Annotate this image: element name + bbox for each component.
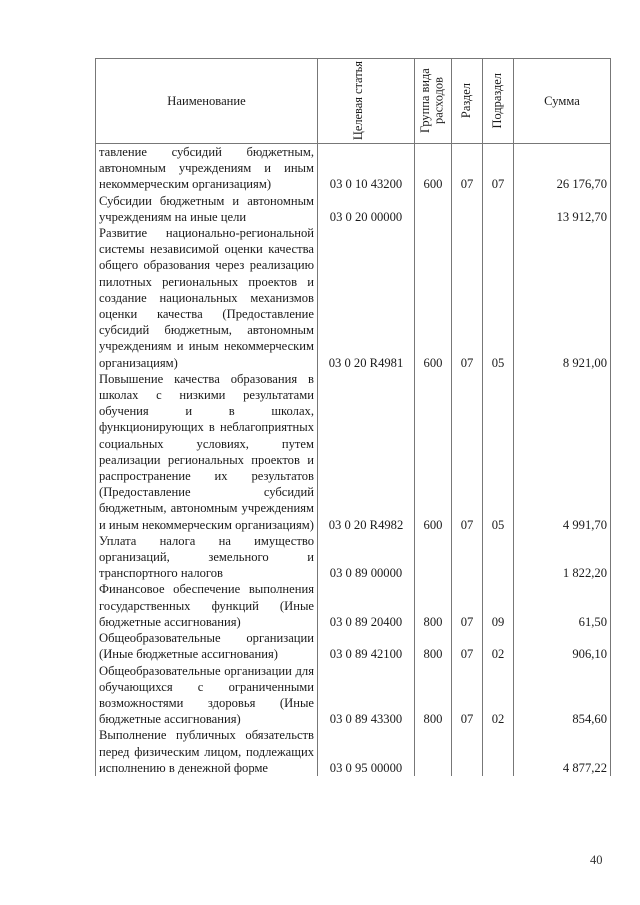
row-name: Субсидии бюджетным и автономным учреждениям на иные цели	[96, 193, 318, 225]
row-section	[452, 727, 483, 776]
row-group: 800	[415, 581, 452, 630]
header-section-label: Раздел	[459, 83, 474, 119]
budget-table	[95, 58, 611, 776]
table-row	[96, 581, 611, 630]
row-target: 03 0 10 43200	[318, 144, 415, 193]
row-section: 07	[452, 371, 483, 533]
row-group	[415, 727, 452, 776]
row-sum: 4 877,22	[514, 727, 611, 776]
table-row	[96, 225, 611, 371]
row-sum: 1 822,20	[514, 533, 611, 582]
header-name-label: Наименование	[167, 93, 246, 108]
row-group	[415, 533, 452, 582]
table-row	[96, 144, 611, 193]
header-subsection	[483, 59, 514, 144]
header-group	[415, 59, 452, 144]
row-subsection: 07	[483, 144, 514, 193]
row-name: Развитие национально-региональной системы независимой оценки качества общего образования через реализацию пилотных региональных проектов и создание национальных механизмов оценки качества (Предоставление субсидий бюджетным, автономным учреждениям и иным некоммерческим организациям)	[96, 225, 318, 371]
header-subsection-label: Подраздел	[490, 73, 505, 129]
row-name: Общеобразовательные организации для обучающихся с ограниченными возможностями здоровья (Иные бюджетные ассигнования)	[96, 663, 318, 728]
row-subsection: 05	[483, 371, 514, 533]
row-subsection	[483, 533, 514, 582]
table-header-row	[96, 59, 611, 144]
row-sum: 906,10	[514, 630, 611, 662]
row-section: 07	[452, 663, 483, 728]
row-section: 07	[452, 225, 483, 371]
row-section: 07	[452, 630, 483, 662]
row-sum: 61,50	[514, 581, 611, 630]
row-group	[415, 193, 452, 225]
row-group: 800	[415, 663, 452, 728]
row-sum: 4 991,70	[514, 371, 611, 533]
row-subsection: 05	[483, 225, 514, 371]
header-target-label: Целевая статья	[351, 61, 365, 141]
row-target: 03 0 20 R4982	[318, 371, 415, 533]
row-subsection: 09	[483, 581, 514, 630]
row-name: тавление субсидий бюджетным, автономным учреждениям и иным некоммерческим организациям)	[96, 144, 318, 193]
row-group: 600	[415, 144, 452, 193]
header-group-label: Группа вида расходов	[418, 68, 446, 134]
row-sum: 8 921,00	[514, 225, 611, 371]
table-row	[96, 193, 611, 225]
table-body	[96, 144, 611, 776]
row-group: 600	[415, 225, 452, 371]
row-target: 03 0 20 R4981	[318, 225, 415, 371]
table-row	[96, 663, 611, 728]
row-section	[452, 193, 483, 225]
table-row	[96, 371, 611, 533]
row-target: 03 0 89 20400	[318, 581, 415, 630]
row-section: 07	[452, 581, 483, 630]
row-target: 03 0 89 43300	[318, 663, 415, 728]
table-row	[96, 727, 611, 776]
row-name: Финансовое обеспечение выполнения государственных функций (Иные бюджетные ассигнования)	[96, 581, 318, 630]
header-sum	[514, 59, 611, 144]
header-name	[96, 59, 318, 144]
row-sum: 13 912,70	[514, 193, 611, 225]
row-target: 03 0 20 00000	[318, 193, 415, 225]
row-target: 03 0 89 00000	[318, 533, 415, 582]
row-name: Повышение качества образования в школах с низкими результатами обучения и в школах, функционирующих в неблагоприятных социальных условиях, путем реализации региональных проектов и распространение их результатов (Предоставление субсидий бюджетным, автономным учреждениям и иным некоммерческим организациям)	[96, 371, 318, 533]
header-sum-label: Сумма	[544, 93, 580, 108]
row-section	[452, 533, 483, 582]
page-number: 40	[590, 853, 603, 867]
row-subsection	[483, 727, 514, 776]
table-row	[96, 533, 611, 582]
row-name: Общеобразовательные организации (Иные бюджетные ассигнования)	[96, 630, 318, 662]
row-group: 600	[415, 371, 452, 533]
row-target: 03 0 95 00000	[318, 727, 415, 776]
row-subsection	[483, 193, 514, 225]
row-sum: 854,60	[514, 663, 611, 728]
header-section	[452, 59, 483, 144]
row-sum: 26 176,70	[514, 144, 611, 193]
header-target	[318, 59, 415, 144]
row-subsection: 02	[483, 630, 514, 662]
row-name: Выполнение публичных обязательств перед физическим лицом, подлежащих исполнению в денежной форме	[96, 727, 318, 776]
row-name: Уплата налога на имущество организаций, земельного и транспортного налогов	[96, 533, 318, 582]
table-row	[96, 630, 611, 662]
row-target: 03 0 89 42100	[318, 630, 415, 662]
row-group: 800	[415, 630, 452, 662]
row-section: 07	[452, 144, 483, 193]
row-subsection: 02	[483, 663, 514, 728]
